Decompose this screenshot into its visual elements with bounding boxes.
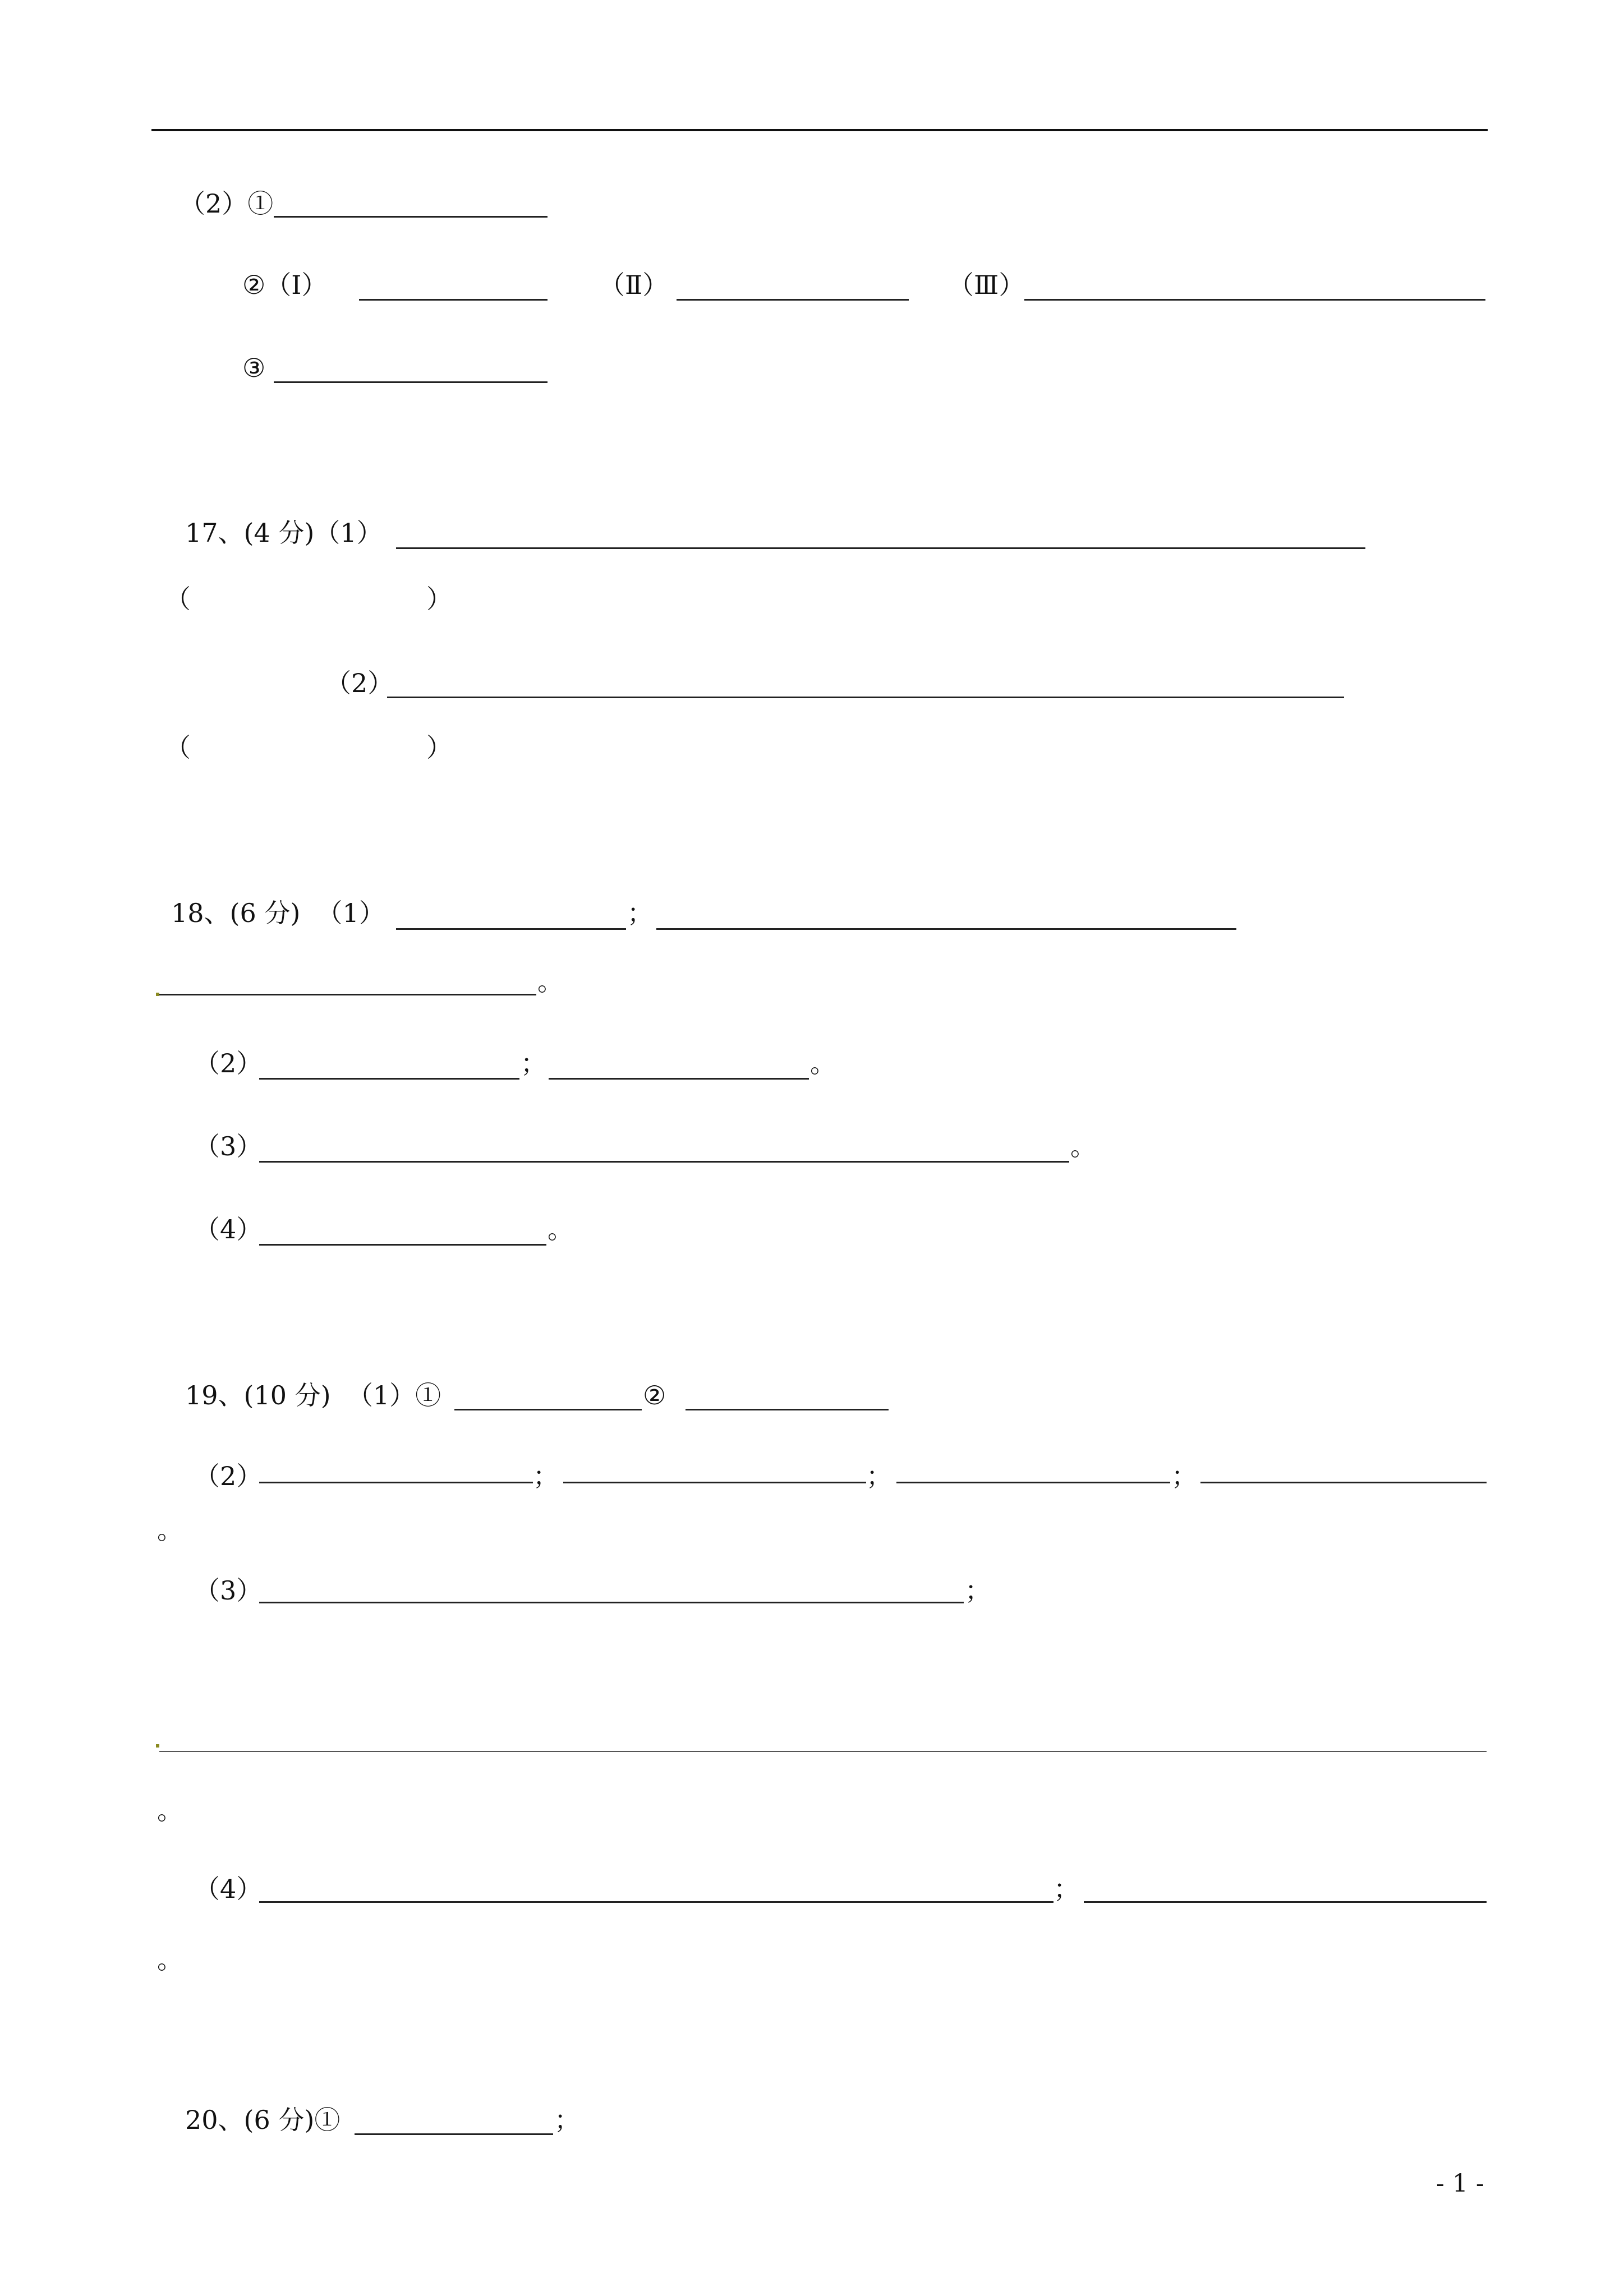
q19-semicolon-p4: ； xyxy=(1053,1874,1079,1904)
q18-period-1: 。 xyxy=(537,966,563,997)
q18-p2-line-b[interactable] xyxy=(549,1078,809,1080)
q18-p1-line-b[interactable] xyxy=(656,928,1236,930)
q16-sub3-line[interactable] xyxy=(274,381,548,383)
page-number: - 1 - xyxy=(1436,2169,1484,2198)
q16-sub2-II-line[interactable] xyxy=(677,299,909,301)
q19-semicolon-c: ； xyxy=(1171,1461,1197,1491)
q18-p4-label: （4） xyxy=(194,1214,263,1244)
marker-dot xyxy=(156,1744,159,1748)
q17-p2-answer-line[interactable] xyxy=(387,697,1344,698)
q19-p4-line-a[interactable] xyxy=(259,1901,1053,1903)
q16-p2-answer-line[interactable] xyxy=(274,216,548,218)
q19-p4-line-b[interactable] xyxy=(1084,1901,1487,1903)
q19-semicolon-p3: ； xyxy=(965,1575,991,1606)
q17-paren2-open: （ xyxy=(165,732,191,763)
q16-sub2-III-line[interactable] xyxy=(1024,299,1485,301)
q19-p2-line-3[interactable] xyxy=(896,1482,1170,1483)
q16-sub2-III-label: （Ⅲ） xyxy=(948,270,1025,300)
q19-p3-line-b[interactable] xyxy=(159,1751,1487,1752)
q17-paren1-close: ） xyxy=(426,584,452,614)
q19-p2-line-2[interactable] xyxy=(563,1482,866,1483)
q16-p2-label: （2）① xyxy=(180,188,274,219)
q19-heading: 19、(10 分) （1）① xyxy=(185,1380,441,1410)
q16-p2-sub2-label: ②（Ⅰ） xyxy=(242,270,328,300)
q19-p2-label: （2） xyxy=(194,1461,263,1491)
q19-period-c: 。 xyxy=(157,1944,183,1975)
q19-p4-label: （4） xyxy=(194,1874,263,1904)
q16-sub2-II-label: （Ⅱ） xyxy=(599,270,669,300)
q19-period-b: 。 xyxy=(157,1795,183,1825)
q19-p3-line-a[interactable] xyxy=(259,1602,964,1603)
q18-semicolon-2: ； xyxy=(521,1048,546,1078)
q18-heading: 18、(6 分) （1） xyxy=(171,898,385,928)
q18-p2-line-a[interactable] xyxy=(259,1078,519,1080)
q19-period-a: 。 xyxy=(157,1515,183,1545)
q18-p2-label: （2） xyxy=(194,1048,263,1078)
header-rule xyxy=(151,129,1488,131)
q19-p1-line-2[interactable] xyxy=(686,1409,889,1410)
q18-period-3: 。 xyxy=(1070,1131,1096,1161)
q19-p1-line-1[interactable] xyxy=(454,1409,642,1410)
q19-semicolon-b: ； xyxy=(866,1461,892,1491)
q17-paren1-open: （ xyxy=(165,584,191,614)
q18-p4-line[interactable] xyxy=(259,1244,546,1246)
q20-answer-line[interactable] xyxy=(355,2133,553,2135)
q18-semicolon-1: ； xyxy=(627,898,653,928)
q19-p3-label: （3） xyxy=(194,1575,263,1606)
q18-p3-label: （3） xyxy=(194,1131,263,1161)
q17-heading: 17、(4 分)（1） xyxy=(185,518,383,548)
q20-semicolon: ； xyxy=(554,2105,580,2135)
q19-p2-line-1[interactable] xyxy=(259,1482,533,1483)
q17-p2-label: （2） xyxy=(325,668,394,698)
q18-p3-line[interactable] xyxy=(259,1161,1069,1163)
q18-p1-line-a[interactable] xyxy=(396,928,626,930)
q16-sub2-I-line[interactable] xyxy=(359,299,548,301)
q18-p1-line-c[interactable] xyxy=(159,994,536,995)
q16-p2-sub3-label: ③ xyxy=(242,353,266,383)
q17-p1-answer-line[interactable] xyxy=(396,547,1365,549)
q19-circle-2: ② xyxy=(643,1380,666,1410)
q17-paren2-close: ） xyxy=(426,732,452,763)
q20-heading: 20、(6 分)① xyxy=(185,2105,341,2135)
q19-p2-line-4[interactable] xyxy=(1200,1482,1487,1483)
q19-semicolon-a: ； xyxy=(533,1461,559,1491)
q18-period-2: 。 xyxy=(810,1048,836,1078)
q18-period-4: 。 xyxy=(548,1214,573,1244)
